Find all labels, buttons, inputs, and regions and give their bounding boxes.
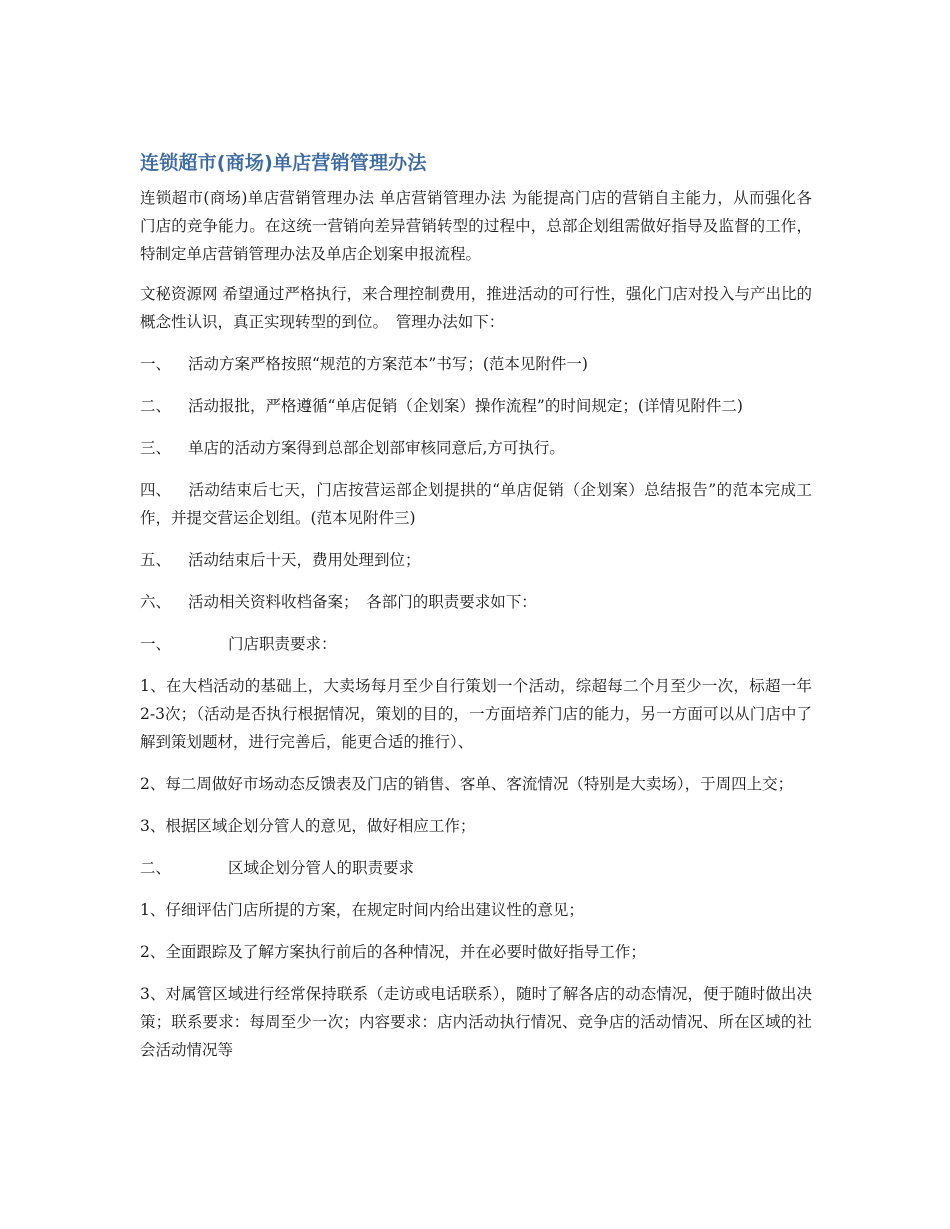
rule-item bbox=[140, 588, 812, 616]
rule-item bbox=[140, 392, 812, 420]
document-page bbox=[140, 148, 812, 1078]
regional-duty-item: 1、仔细评估门店所提的方案，在规定时间内给出建议性的意见； bbox=[140, 901, 584, 919]
rule-number: 六、 bbox=[140, 593, 172, 611]
rule-number: 四、 bbox=[140, 481, 172, 499]
rule-item bbox=[140, 546, 812, 574]
rule-number: 二、 bbox=[140, 397, 172, 415]
section-number: 二、 bbox=[140, 859, 172, 877]
document-title: 连锁超市(商场)单店营销管理办法 bbox=[140, 152, 427, 174]
store-duty-item: 2、每二周做好市场动态反馈表及门店的销售、客单、客流情况（特别是大卖场），于周四上交； bbox=[140, 775, 794, 793]
section-heading-regional bbox=[140, 854, 812, 882]
store-duty-item: 1、在大档活动的基础上，大卖场每月至少自行策划一个活动，综超每二个月至少一次，标超一年2-3次；（活动是否执行根据情况，策划的目的，一方面培养门店的能力，另一方面可以从门店中了解到策划题材，进行完善后，能更合适的推行）、 bbox=[140, 677, 812, 751]
intro-paragraph-2: 文秘资源网 希望通过严格执行，来合理控制费用，推进活动的可行性，强化门店对投入与产出比的概念性认识，真正实现转型的到位。 管理办法如下： bbox=[140, 285, 812, 331]
section-heading-store bbox=[140, 630, 812, 658]
section-heading-text: 区域企划分管人的职责要求 bbox=[228, 859, 415, 877]
rule-item bbox=[140, 476, 812, 532]
rule-text: 活动结束后十天，费用处理到位； bbox=[188, 551, 421, 569]
section-heading-text: 门店职责要求： bbox=[228, 635, 337, 653]
intro-paragraph: 连锁超市(商场)单店营销管理办法 单店营销管理办法 为能提高门店的营销自主能力，从而强化各门店的竞争能力。在这统一营销向差异营销转型的过程中，总部企划组需做好指导及监督的工作，特制定单店营销管理办法及单店企划案申报流程。 bbox=[140, 189, 812, 263]
rule-text: 活动报批，严格遵循“单店促销（企划案）操作流程”的时间规定；(详情见附件二) bbox=[188, 397, 743, 415]
rule-number: 一、 bbox=[140, 355, 172, 373]
regional-duty-item: 3、对属管区域进行经常保持联系（走访或电话联系），随时了解各店的动态情况，便于随时做出决策；联系要求：每周至少一次；内容要求：店内活动执行情况、竞争店的活动情况、所在区域的社会活动情况等 bbox=[140, 985, 812, 1059]
rule-text: 活动结束后七天，门店按营运部企划提拱的“单店促销（企划案）总结报告”的范本完成工作，并提交营运企划组。(范本见附件三) bbox=[140, 481, 812, 527]
rule-number: 三、 bbox=[140, 439, 172, 457]
rule-text: 单店的活动方案得到总部企划部审核同意后,方可执行。 bbox=[188, 439, 565, 457]
rule-text: 活动相关资料收档备案； 各部门的职责要求如下： bbox=[188, 593, 537, 611]
regional-duty-item: 2、全面跟踪及了解方案执行前后的各种情况，并在必要时做好指导工作； bbox=[140, 943, 646, 961]
rule-item bbox=[140, 350, 812, 378]
rule-text: 活动方案严格按照“规范的方案范本”书写；(范本见附件一) bbox=[188, 355, 588, 373]
rule-item bbox=[140, 434, 812, 462]
store-duty-item: 3、根据区域企划分管人的意见，做好相应工作； bbox=[140, 817, 476, 835]
section-number: 一、 bbox=[140, 635, 172, 653]
rule-number: 五、 bbox=[140, 551, 172, 569]
